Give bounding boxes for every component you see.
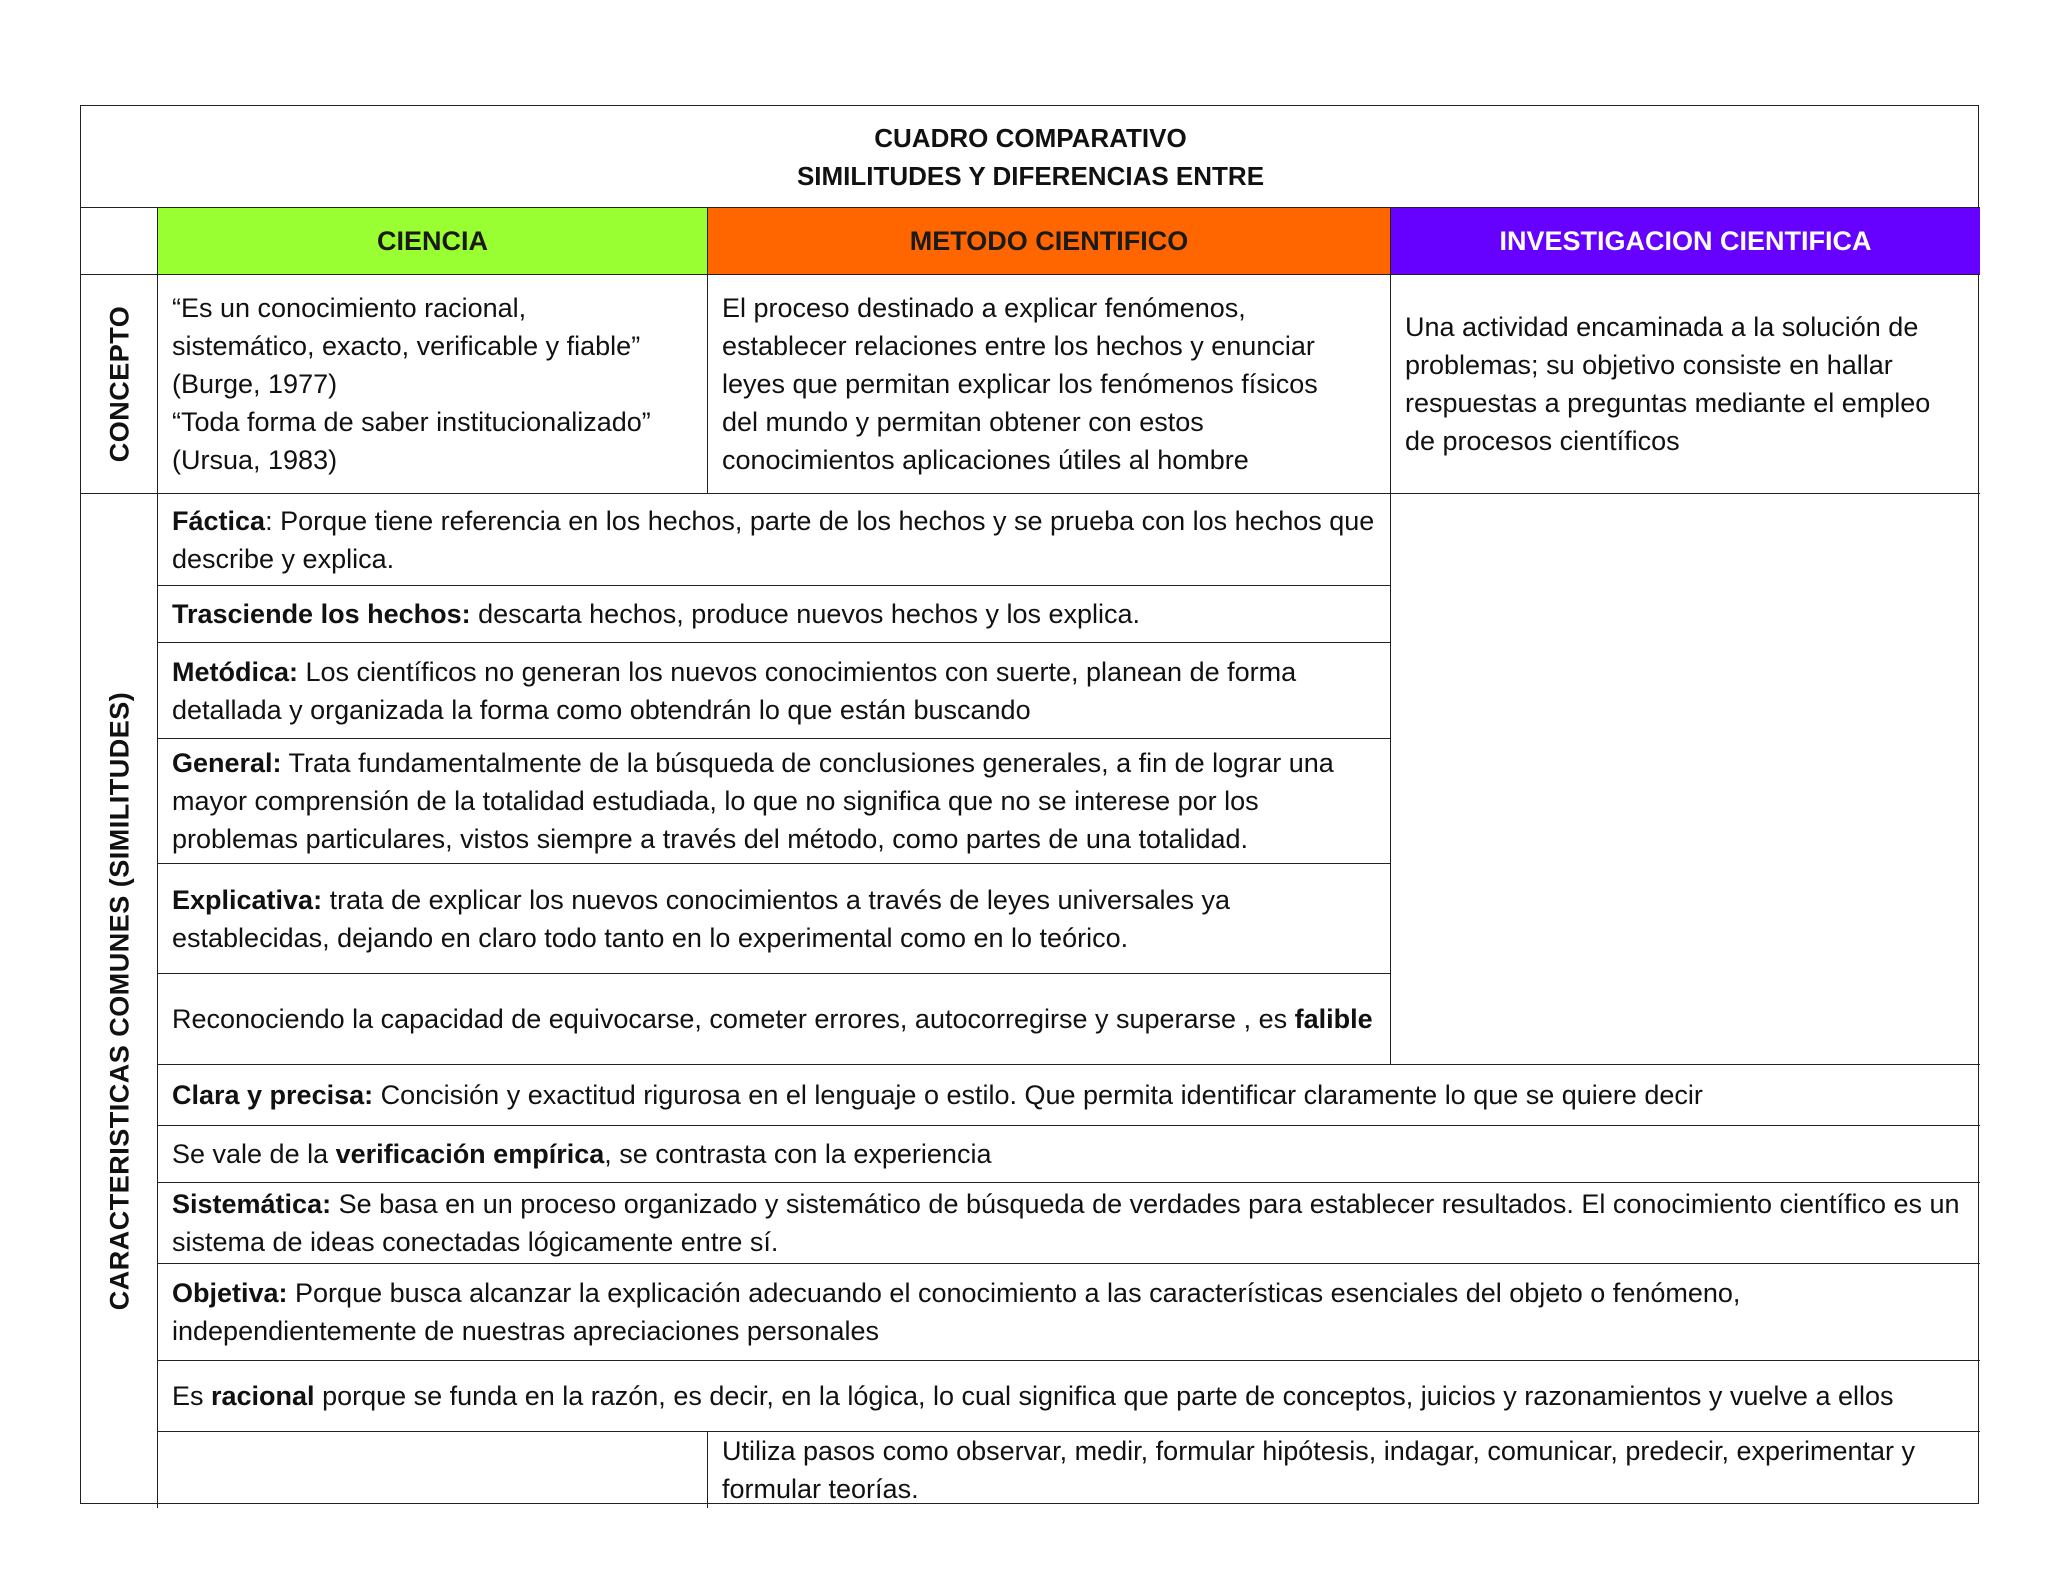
concepto-metodo-line: establecer relaciones entre los hechos y enunciar [722,331,1315,361]
caracteristica-racional [158,1361,1980,1432]
caracteristica-term: Objetiva: [172,1278,288,1308]
concepto-ciencia-cell [158,275,708,494]
caracteristica-term: Metódica: [172,656,299,687]
caracteristica-term: Sistemática: [172,1189,332,1219]
caracteristica-desc: porque se funda en la razón, es decir, en la lógica, lo cual significa que parte de conceptos, juicios y razonamientos y vuelve a ellos [314,1381,1894,1411]
row-label-caracteristicas [81,494,158,1508]
caracteristica-desc: Trata fundamentalmente de la búsqueda de conclusiones generales, a fin de lograr una mayor comprensión de la totalidad estudiada, lo que no significa que no se interese por los problemas particulares, vistos siempre a través del método, como partes de una totalidad. [172,748,1334,854]
caracteristica-text [172,653,1376,729]
caracteristica-falible [158,974,1391,1065]
metodo-pasos-cell [708,1432,1980,1508]
caracteristica-desc: Se basa en un proceso organizado y sistemático de búsqueda de verdades para establecer resultados. El conocimiento científico es un sistema de ideas conectadas lógicamente entre sí. [172,1189,1960,1257]
row-label-concepto [81,275,158,494]
caracteristica-term: Clara y precisa: [172,1080,374,1110]
caracteristica-term: verificación empírica [335,1139,605,1169]
concepto-label: CONCEPTO [104,305,134,463]
caracteristica-term: Explicativa: [172,884,323,915]
concepto-metodo-cell [708,275,1391,494]
concepto-investigacion-line: Una actividad encaminada a la solución de [1405,312,1919,342]
caracteristica-text [172,744,1376,858]
title-line-1: CUADRO COMPARATIVO [874,122,1187,153]
caracteristica-desc: descarta hechos, produce nuevos hechos y los explica. [470,599,1141,629]
caracteristica-objetiva [158,1264,1980,1361]
caracteristica-desc: Es [172,1381,212,1411]
caracteristica-text [172,1135,1966,1173]
caracteristica-term: falible [1294,1004,1373,1034]
concepto-ciencia-line: sistemático, exacto, verificable y fiable” [172,331,641,361]
caracteristicas-label: CARACTERISTICAS COMUNES (SIMILITUDES) [104,691,134,1311]
caracteristica-term: Trasciende los hechos: [172,599,471,629]
title-line-2: SIMILITUDES Y DIFERENCIAS ENTRE [796,160,1265,191]
caracteristica-desc: , se contrasta con la experiencia [604,1139,992,1169]
caracteristica-desc: Reconociendo la capacidad de equivocarse, cometer errores, autocorregirse y superarse , es [172,1004,1295,1034]
caracteristica-term: racional [211,1381,315,1411]
comparison-table [80,105,1979,1504]
concepto-ciencia-line: (Ursua, 1983) [172,445,338,475]
caracteristica-desc: Se vale de la [172,1139,336,1169]
caracteristica-sistematica [158,1183,1980,1264]
investigacion-empty-cell [1391,494,1980,1065]
caracteristica-verificacion [158,1126,1980,1183]
concepto-ciencia-line: “Toda forma de saber institucionalizado” [172,407,651,437]
ciencia-empty-cell [158,1432,708,1508]
header-metodo-cientifico: METODO CIENTIFICO [708,208,1391,275]
caracteristica-text [172,1000,1376,1038]
concepto-ciencia-line: (Burge, 1977) [172,369,338,399]
concepto-investigacion-line: problemas; su objetivo consiste en hallar [1405,350,1893,380]
caracteristica-text [172,502,1376,578]
header-investigacion-cientifica: INVESTIGACION CIENTIFICA [1391,208,1980,275]
caracteristica-text [172,1274,1966,1350]
caracteristica-clara-precisa [158,1065,1980,1126]
caracteristica-general [158,739,1391,864]
caracteristica-term: Fáctica [172,505,266,536]
concepto-metodo-line: conocimientos aplicaciones útiles al hombre [722,445,1249,475]
caracteristica-text [172,1076,1966,1114]
metodo-pasos-text: Utiliza pasos como observar, medir, formular hipótesis, indagar, comunicar, predecir, experimentar y formular teorías. [722,1436,1916,1504]
caracteristica-text [172,881,1376,957]
caracteristica-text [172,1185,1966,1261]
caracteristica-text [172,595,1376,633]
caracteristica-term: General: [172,748,282,778]
caracteristica-explicativa [158,864,1391,974]
header-corner-cell [81,208,158,275]
concepto-metodo-line: del mundo y permitan obtener con estos [722,407,1204,437]
caracteristica-desc: Porque busca alcanzar la explicación adecuando el conocimiento a las características esenciales del objeto o fenómeno, independientemente de nuestras apreciaciones personales [172,1278,1741,1346]
concepto-metodo-line: leyes que permitan explicar los fenómenos físicos [722,369,1318,399]
concepto-investigacion-line: respuestas a preguntas mediante el empleo [1405,388,1931,418]
caracteristica-desc: trata de explicar los nuevos conocimientos a través de leyes universales ya establecidas, dejando en claro todo tanto en lo experimental como en lo teórico. [172,884,1231,953]
caracteristica-metodica [158,643,1391,739]
caracteristica-text [172,1377,1966,1415]
concepto-metodo-line: El proceso destinado a explicar fenómenos, [722,293,1246,323]
caracteristica-desc: Concisión y exactitud rigurosa en el lenguaje o estilo. Que permita identificar claramente lo que se quiere decir [373,1080,1703,1110]
concepto-investigacion-line: de procesos científicos [1405,426,1680,456]
concepto-investigacion-cell [1391,275,1980,494]
header-ciencia: CIENCIA [158,208,708,275]
concepto-ciencia-line: “Es un conocimiento racional, [172,293,527,323]
caracteristica-factica [158,494,1391,586]
table-title [81,106,1980,208]
caracteristica-desc: : Porque tiene referencia en los hechos, parte de los hechos y se prueba con los hechos que describe y explica. [172,505,1375,574]
caracteristica-trasciende [158,586,1391,643]
caracteristica-desc: Los científicos no generan los nuevos conocimientos con suerte, planean de forma detallada y organizada la forma como obtendrán lo que están buscando [172,656,1297,725]
